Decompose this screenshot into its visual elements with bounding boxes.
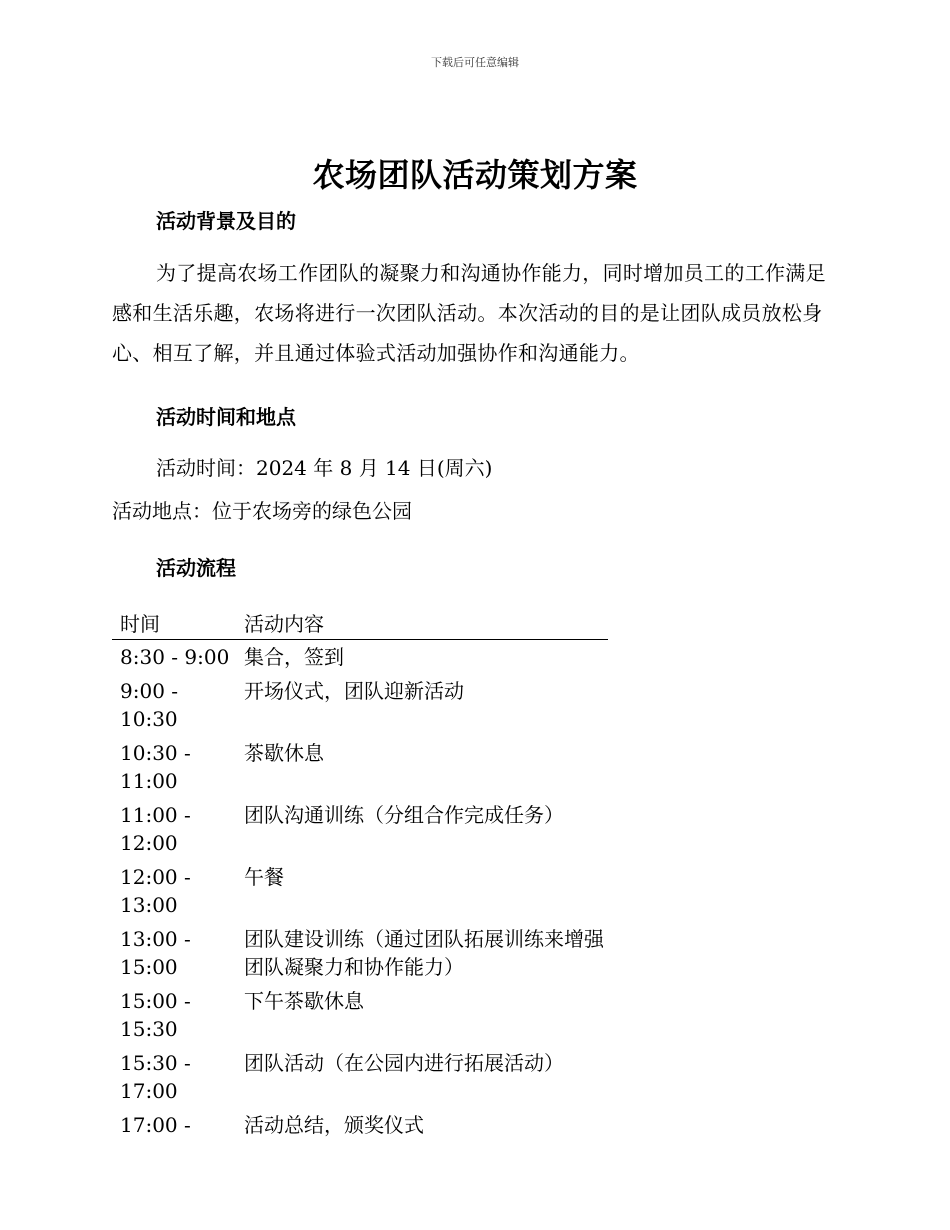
table-row [112, 1046, 608, 1108]
row-time: 12:00 - 13:00 [120, 865, 191, 917]
row-time: 10:30 - 11:00 [120, 741, 191, 793]
activity-time-line: 活动时间：2024 年 8 月 14 日(周六) [156, 456, 493, 480]
header-note: 下载后可任意编辑 [431, 56, 519, 69]
row-time: 13:00 - 15:00 [120, 927, 191, 979]
row-content: 开场仪式，团队迎新活动 [244, 679, 464, 703]
row-content: 团队建设训练（通过团队拓展训练来增强团队凝聚力和协作能力） [244, 927, 604, 979]
row-content: 茶歇休息 [244, 741, 324, 765]
row-content: 团队活动（在公园内进行拓展活动） [244, 1051, 564, 1075]
section-heading-time-place: 活动时间和地点 [156, 405, 296, 429]
table-row [112, 1108, 608, 1142]
row-time: 8:30 - 9:00 [120, 645, 230, 669]
section-heading-background: 活动背景及目的 [156, 209, 296, 233]
table-row [112, 640, 608, 675]
table-row [112, 984, 608, 1046]
row-content: 团队沟通训练（分组合作完成任务） [244, 803, 564, 827]
table-row [112, 674, 608, 736]
table-row [112, 736, 608, 798]
row-time: 15:00 - 15:30 [120, 989, 191, 1041]
row-content: 午餐 [244, 865, 284, 889]
table-row [112, 922, 608, 984]
background-paragraph: 为了提高农场工作团队的凝聚力和沟通协作能力，同时增加员工的工作满足感和生活乐趣，农场将进行一次团队活动。本次活动的目的是让团队成员放松身心、相互了解，并且通过体验式活动加强协作和沟通能力。 [112, 261, 826, 365]
activity-place-line: 活动地点：位于农场旁的绿色公园 [112, 499, 412, 523]
row-time: 11:00 - 12:00 [120, 803, 191, 855]
row-content: 下午茶歇休息 [244, 989, 364, 1013]
row-time: 15:30 - 17:00 [120, 1051, 191, 1103]
schedule-header-row [112, 606, 608, 640]
schedule-table [112, 606, 608, 1142]
table-row [112, 798, 608, 860]
section-heading-schedule: 活动流程 [156, 556, 236, 580]
document-title: 农场团队活动策划方案 [312, 156, 638, 194]
column-header-time: 时间 [112, 606, 236, 640]
column-header-content: 活动内容 [236, 606, 608, 640]
row-time: 17:00 - [120, 1113, 191, 1137]
table-row [112, 860, 608, 922]
row-content: 集合，签到 [244, 645, 344, 669]
row-content: 活动总结，颁奖仪式 [244, 1113, 424, 1137]
row-time: 9:00 - 10:30 [120, 679, 179, 731]
